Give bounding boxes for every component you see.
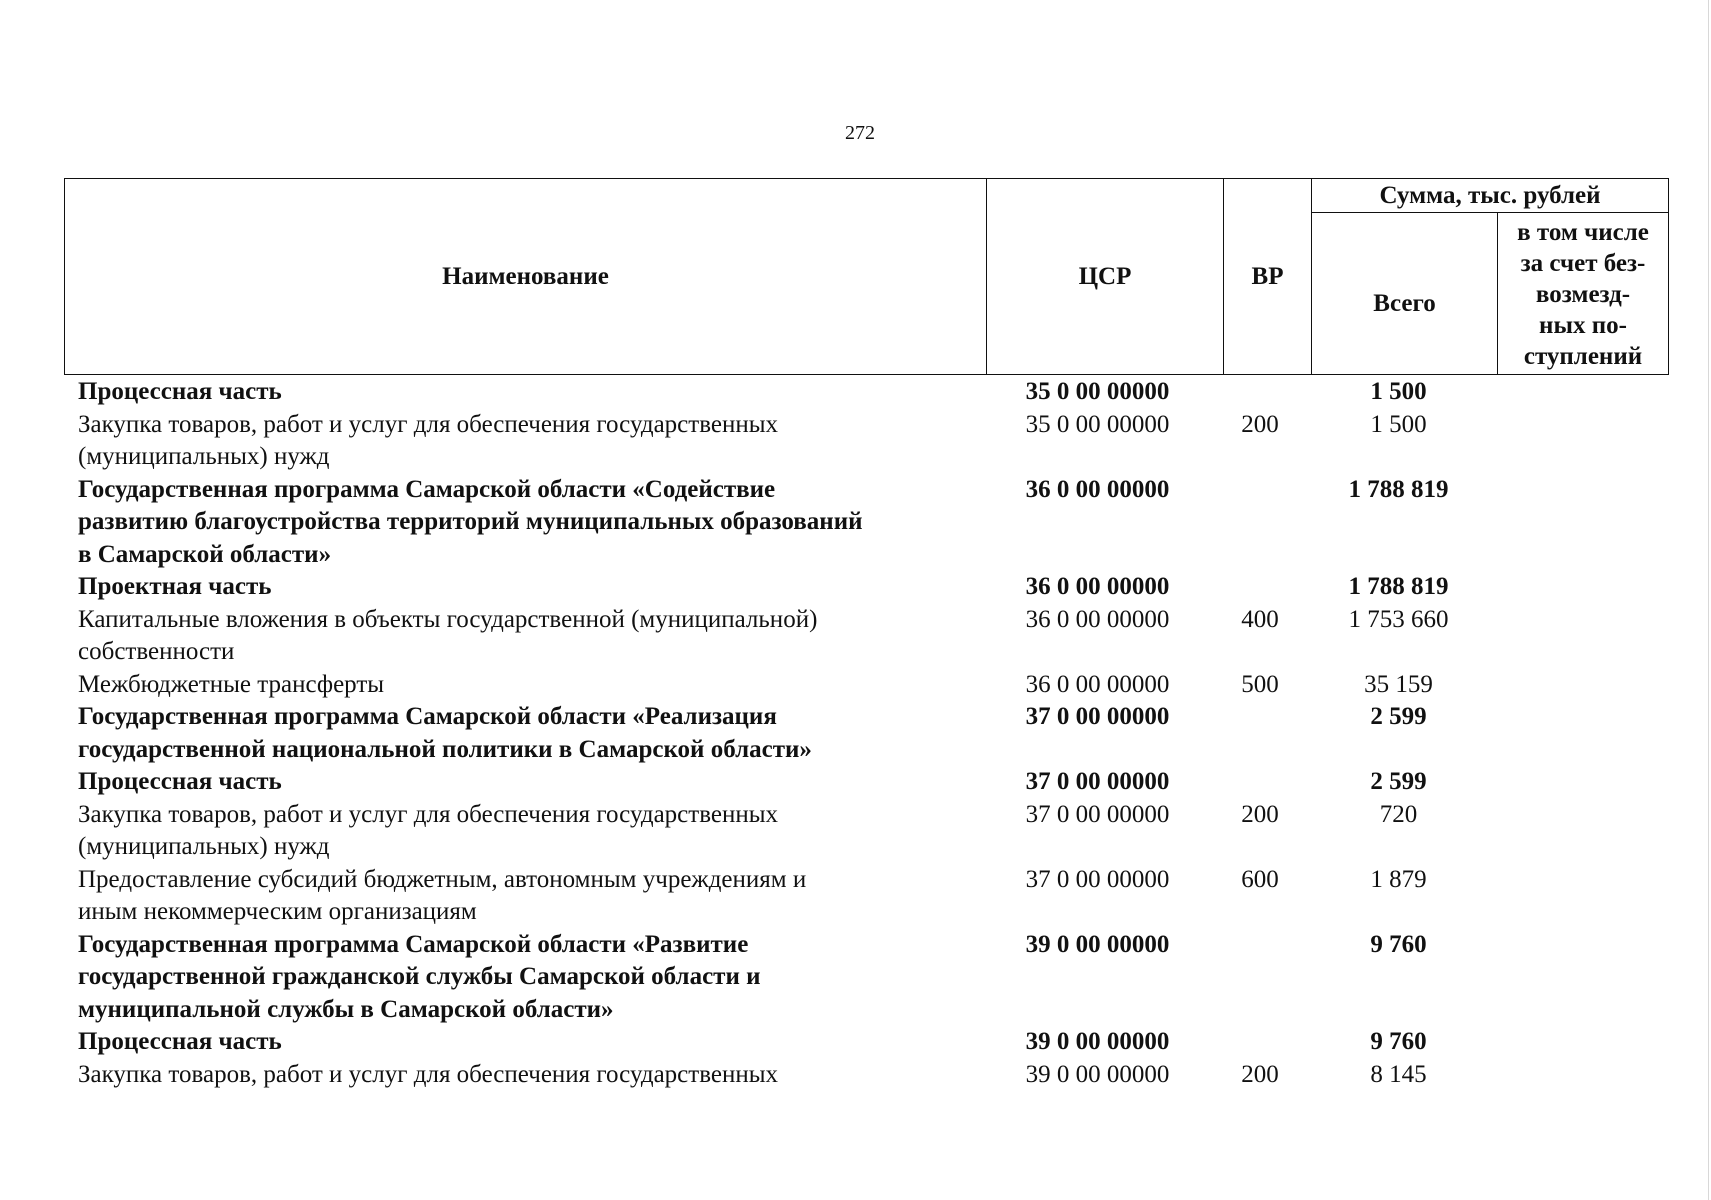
row-name-line: государственной национальной политики в Самарской области» xyxy=(78,735,812,763)
table-row xyxy=(64,864,1668,929)
row-name-line: Капитальные вложения в объекты государственной (муниципальной) xyxy=(78,605,818,633)
row-name-line: Государственная программа Самарской области «Реализация xyxy=(78,703,777,730)
row-total: 720 xyxy=(1379,800,1418,828)
row-csr: 37 0 00 00000 xyxy=(1025,865,1170,893)
row-name-line: в Самарской области» xyxy=(78,540,332,568)
table-row xyxy=(64,669,1668,702)
row-name xyxy=(64,669,979,702)
row-name xyxy=(64,1026,979,1059)
row-csr: 39 0 00 00000 xyxy=(1025,930,1170,958)
row-name xyxy=(64,474,979,572)
row-vr: 400 xyxy=(1241,605,1279,633)
row-vr: 500 xyxy=(1241,670,1279,698)
row-name-line: Процессная часть xyxy=(78,1028,282,1055)
row-name-line: Предоставление субсидий бюджетным, автономным учреждениям и xyxy=(78,865,807,893)
table-body xyxy=(64,376,1668,1091)
row-name-line: Государственная программа Самарской области «Развитие xyxy=(78,930,749,958)
row-name-line: (муниципальных) нужд xyxy=(78,443,330,470)
row-name-line: (муниципальных) нужд xyxy=(78,833,330,860)
row-vr: 600 xyxy=(1241,865,1279,893)
row-total: 2 599 xyxy=(1370,768,1427,795)
header-including-line: ных по- xyxy=(1539,312,1627,339)
row-total: 2 599 xyxy=(1370,703,1427,730)
row-name-line: собственности xyxy=(78,638,235,665)
row-name xyxy=(64,929,979,1027)
row-csr: 37 0 00 00000 xyxy=(1025,800,1170,828)
row-csr: 37 0 00 00000 xyxy=(1025,768,1170,795)
header-vr: ВР xyxy=(1224,179,1312,375)
row-total: 1 500 xyxy=(1370,410,1427,438)
row-csr: 39 0 00 00000 xyxy=(1025,1028,1170,1055)
row-csr: 35 0 00 00000 xyxy=(1025,410,1170,438)
row-total: 9 760 xyxy=(1370,930,1427,958)
row-name xyxy=(64,864,979,929)
row-name-line: Государственная программа Самарской области «Содействие xyxy=(78,475,776,503)
table-row xyxy=(64,701,1668,766)
row-name xyxy=(64,799,979,864)
row-name-line: Закупка товаров, работ и услуг для обеспечения государственных xyxy=(78,800,779,828)
row-name xyxy=(64,701,979,766)
row-name-line: государственной гражданской службы Самарской области и xyxy=(78,963,761,990)
row-total: 1 788 819 xyxy=(1348,573,1449,600)
row-total: 1 788 819 xyxy=(1348,475,1449,503)
table-row xyxy=(64,799,1668,864)
header-total: Всего xyxy=(1312,213,1498,375)
row-csr: 36 0 00 00000 xyxy=(1025,573,1170,600)
scan-edge-line xyxy=(1708,0,1709,1200)
row-total: 9 760 xyxy=(1370,1028,1427,1055)
row-total: 1 753 660 xyxy=(1348,605,1449,633)
row-csr: 39 0 00 00000 xyxy=(1025,1060,1170,1088)
table-row xyxy=(64,929,1668,1027)
row-csr: 37 0 00 00000 xyxy=(1025,703,1170,730)
row-name-line: Закупка товаров, работ и услуг для обеспечения государственных xyxy=(78,1060,779,1088)
row-csr: 36 0 00 00000 xyxy=(1025,670,1170,698)
row-name xyxy=(64,1059,979,1092)
table-row xyxy=(64,1059,1668,1092)
row-name xyxy=(64,376,979,409)
table-row xyxy=(64,409,1668,474)
header-including-line: за счет без- xyxy=(1520,250,1646,277)
table-row xyxy=(64,766,1668,799)
row-name-line: муниципальной службы в Самарской области» xyxy=(78,995,614,1023)
row-name-line: Процессная часть xyxy=(78,378,282,405)
row-name xyxy=(64,409,979,474)
header-including xyxy=(1498,213,1669,375)
table-header xyxy=(64,178,1669,375)
table-row xyxy=(64,604,1668,669)
row-name xyxy=(64,766,979,799)
row-csr: 35 0 00 00000 xyxy=(1025,378,1170,405)
row-name-line: развитию благоустройства территорий муниципальных образований xyxy=(78,508,863,535)
header-sum-title: Сумма, тыс. рублей xyxy=(1312,179,1669,213)
row-total: 1 500 xyxy=(1370,378,1427,405)
row-name-line: Процессная часть xyxy=(78,768,282,795)
row-total: 8 145 xyxy=(1370,1060,1427,1088)
table-row xyxy=(64,474,1668,572)
row-name xyxy=(64,571,979,604)
row-vr: 200 xyxy=(1241,1060,1279,1088)
row-name-line: Проектная часть xyxy=(78,573,272,600)
row-name xyxy=(64,604,979,669)
table-row xyxy=(64,1026,1668,1059)
row-name-line: иным некоммерческим организациям xyxy=(78,898,477,925)
row-total: 1 879 xyxy=(1370,865,1427,893)
row-vr: 200 xyxy=(1241,410,1279,438)
header-csr: ЦСР xyxy=(987,179,1224,375)
row-total: 35 159 xyxy=(1364,670,1433,698)
header-including-line: в том числе xyxy=(1517,219,1649,246)
row-csr: 36 0 00 00000 xyxy=(1025,605,1170,633)
header-including-line: возмезд- xyxy=(1535,281,1631,308)
row-name-line: Закупка товаров, работ и услуг для обеспечения государственных xyxy=(78,410,779,438)
page-number: 272 xyxy=(845,122,875,144)
table-row xyxy=(64,571,1668,604)
header-including-line: ступлений xyxy=(1523,343,1643,370)
row-csr: 36 0 00 00000 xyxy=(1025,475,1170,503)
row-name-line: Межбюджетные трансферты xyxy=(78,670,385,698)
row-vr: 200 xyxy=(1241,800,1279,828)
header-name: Наименование xyxy=(65,179,987,375)
table-row xyxy=(64,376,1668,409)
